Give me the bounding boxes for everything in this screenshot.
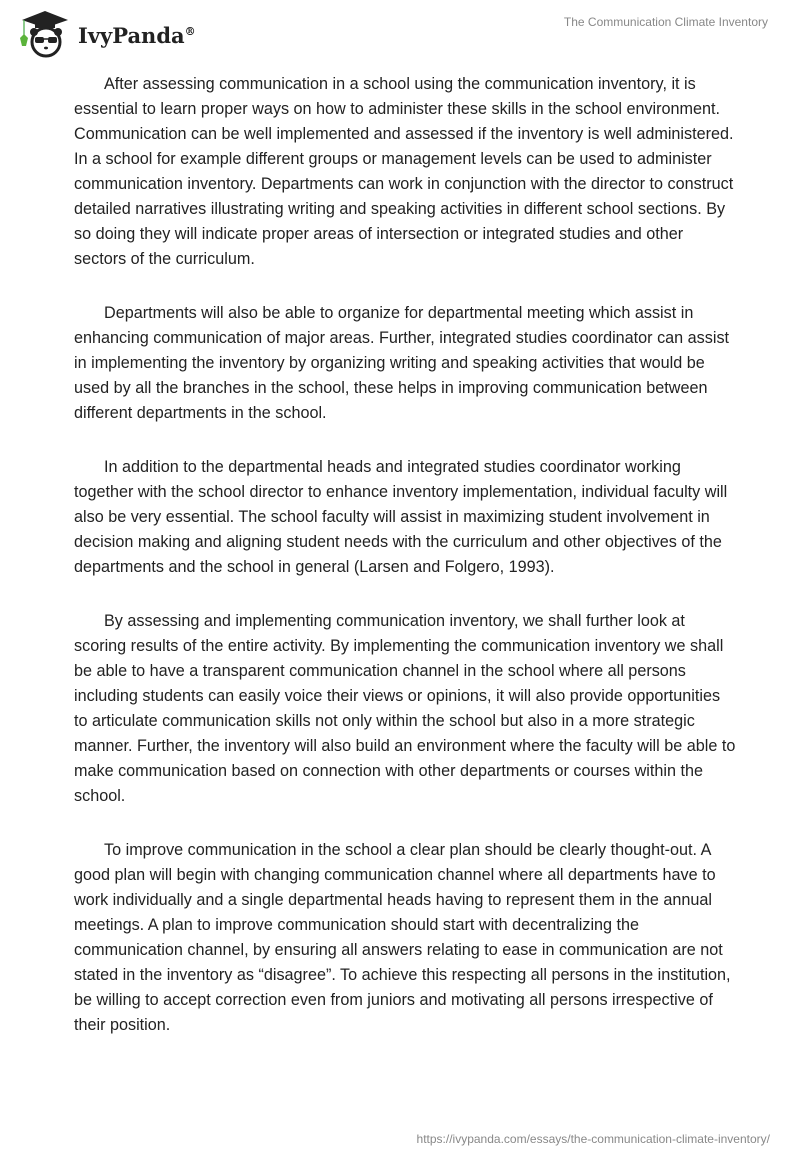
source-url[interactable]: https://ivypanda.com/essays/the-communication-climate-inventory/ xyxy=(416,1132,770,1146)
registered-mark: ® xyxy=(184,24,196,38)
document-title: The Communication Climate Inventory xyxy=(563,15,768,29)
ivypanda-logo[interactable] xyxy=(16,8,196,58)
paragraph: To improve communication in the school a clear plan should be clearly thought-out. A good plan will begin with changing communication channel where all departments have to work individually and a single departmental heads having to represent them in the annual meetings. A plan to improve communication should start with decentralizing the communication channel, by ensuring all answers relating to ease in communication are not stated in the inventory as “disagree”. To achieve this respecting all persons in the institution, be willing to accept correction even from juniors and motivating all persons irrespective of their position. xyxy=(74,841,731,1034)
paragraph: After assessing communication in a school using the communication inventory, it is essential to learn proper ways on how to administer these skills in the school environment. Communication can be well implemented and assessed if the inventory is well administered. In a school for example different groups or management levels can be used to administer communication inventory. Departments can work in conjunction with the director to construct detailed narratives illustrating writing and speaking activities in different school sections. By so doing they will indicate proper areas of intersection or integrated studies and other sectors of the curriculum. xyxy=(74,75,734,268)
logo-text xyxy=(78,23,196,48)
paragraph: By assessing and implementing communication inventory, we shall further look at scoring results of the entire activity. By implementing the communication inventory we shall be able to have a transparent communication channel in the school where all persons including students can easily voice their views or opinions, it will also provide opportunities to articulate communication skills not only within the school but also in a more strategic manner. Further, the inventory will also build an environment where the faculty will be able to make communication based on connection with other departments or courses within the school. xyxy=(74,612,736,805)
essay-body xyxy=(74,72,738,1067)
logo-wordmark: IvyPanda xyxy=(78,22,185,48)
paragraph: Departments will also be able to organize for departmental meeting which assist in enhancing communication of major areas. Further, integrated studies coordinator can assist in implementing the inventory by organizing writing and speaking activities that would be used by all the branches in the school, these helps in improving communication between different departments in the school. xyxy=(74,304,730,422)
panda-graduate-icon xyxy=(16,8,74,58)
paragraph: In addition to the departmental heads and integrated studies coordinator working together with the school director to enhance inventory implementation, individual faculty will also be very essential. The school faculty will assist in maximizing student involvement in decision making and aligning student needs with the curriculum and other objectives of the departments and the school in general (Larsen and Folgero, 1993). xyxy=(74,458,728,576)
